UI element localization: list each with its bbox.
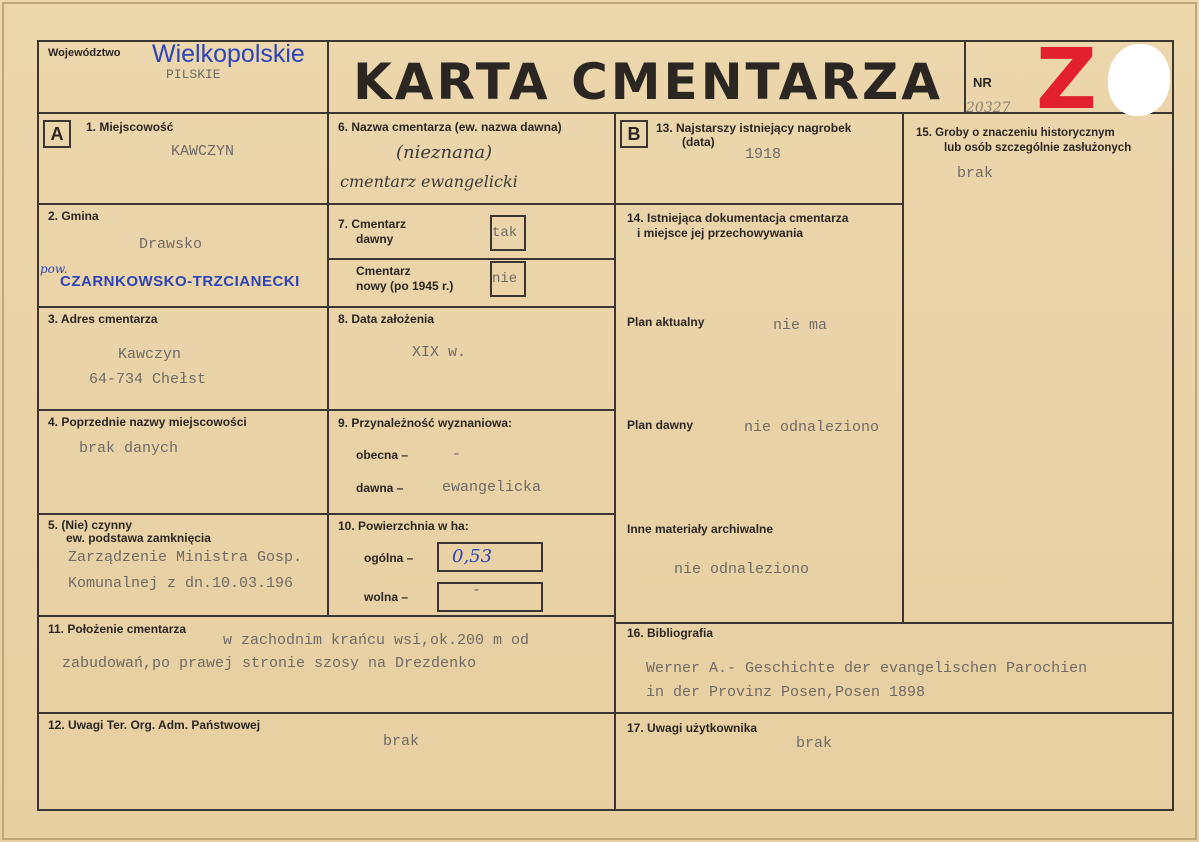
miejscowosc-value: KAWCZYN	[171, 143, 235, 160]
czynny-line2: Komunalnej z dn.10.03.196	[68, 575, 294, 592]
gmina-value: Drawsko	[139, 236, 203, 253]
podstawa-zamkniecia-label: ew. podstawa zamknięcia	[66, 531, 211, 545]
redaction-mark	[1108, 44, 1170, 116]
groby-sublabel: lub osób szczególnie zasłużonych	[944, 142, 1132, 154]
polozenie-line1: w zachodnim krańcu wsi,ok.200 m od	[223, 632, 530, 649]
uwagi-uzytkownika-label: 17. Uwagi użytkownika	[627, 721, 758, 735]
uwagi-ter-value: brak	[383, 733, 420, 750]
border-left	[37, 40, 39, 811]
cmentarz-nowy-label: Cmentarz	[356, 264, 411, 278]
plan-dawny-value: nie odnaleziono	[744, 419, 880, 436]
cmentarz-nowy-sublabel: nowy (po 1945 r.)	[356, 279, 454, 293]
column-divider-1	[327, 40, 329, 616]
border-right	[1172, 40, 1174, 811]
plan-dawny-label: Plan dawny	[627, 418, 694, 432]
poprzednie-nazwy-label: 4. Poprzednie nazwy miejscowości	[48, 415, 247, 429]
row-divider-7	[327, 258, 616, 260]
polozenie-label: 11. Położenie cmentarza	[48, 622, 187, 636]
polozenie-line2: zabudowań,po prawej stronie szosy na Drezdenko	[62, 655, 477, 672]
cmentarz-dawny-value: tak	[492, 225, 518, 241]
powiat-stamp: CZARNKOWSKO-TRZCIANECKI	[60, 273, 300, 290]
inne-materialy-value: nie odnaleziono	[674, 561, 810, 578]
data-zalozenia-value: XIX w.	[412, 344, 467, 361]
bibliografia-label: 16. Bibliografia	[627, 626, 714, 640]
plan-aktualny-value: nie ma	[773, 317, 828, 334]
miejscowosc-label: 1. Miejscowość	[86, 120, 174, 134]
przynaleznosc-label: 9. Przynależność wyznaniowa:	[338, 416, 513, 430]
nr-label: NR	[973, 75, 992, 90]
czynny-label: 5. (Nie) czynny	[48, 518, 133, 532]
nr-handwritten: 20327	[966, 100, 1011, 116]
bibliografia-line1: Werner A.- Geschichte der evangelischen Parochien	[646, 660, 1088, 677]
page-title: KARTA CMENTARZA	[353, 53, 943, 111]
column-divider-3	[902, 112, 904, 624]
czynny-line1: Zarządzenie Ministra Gosp.	[68, 549, 303, 566]
wojewodztwo-stamp: Wielkopolskie	[152, 40, 305, 68]
row-divider-bib	[614, 622, 1174, 624]
uwagi-ter-label: 12. Uwagi Ter. Org. Adm. Państwowej	[48, 718, 261, 732]
obecna-label: obecna –	[356, 448, 409, 462]
najstarszy-nagrobek-sublabel: (data)	[682, 135, 715, 149]
section-b-box: B	[620, 120, 648, 148]
row-divider-3	[37, 409, 616, 411]
nr-red-stamp: Z	[1036, 30, 1097, 128]
dokumentacja-sublabel: i miejsce jej przechowywania	[637, 226, 804, 240]
plan-aktualny-label: Plan aktualny	[627, 315, 705, 329]
row-divider-2	[37, 306, 616, 308]
cmentarz-nowy-value: nie	[492, 271, 518, 287]
nazwa-cmentarza-line2: cmentarz ewangelicki	[340, 172, 518, 191]
border-bottom	[37, 809, 1174, 811]
groby-label: 15. Groby o znaczeniu historycznym	[916, 127, 1115, 139]
cmentarz-dawny-sublabel: dawny	[356, 232, 394, 246]
wojewodztwo-typed: PILSKIE	[166, 67, 221, 82]
row-divider-b	[614, 203, 904, 205]
wolna-value: -	[472, 582, 482, 599]
ogolna-label: ogólna –	[364, 551, 414, 565]
gmina-label: 2. Gmina	[48, 209, 99, 223]
row-divider-5	[37, 615, 616, 617]
uwagi-uzytkownika-value: brak	[796, 735, 833, 752]
dawna-label: dawna –	[356, 481, 404, 495]
row-divider-6	[37, 712, 1174, 714]
row-divider-4	[37, 513, 616, 515]
obecna-value: -	[452, 446, 462, 463]
row-divider-1	[37, 203, 616, 205]
groby-value: brak	[957, 165, 994, 182]
ogolna-value: 0,53	[452, 546, 493, 567]
nazwa-cmentarza-label: 6. Nazwa cmentarza (ew. nazwa dawna)	[338, 120, 562, 134]
adres-label: 3. Adres cmentarza	[48, 312, 158, 326]
najstarszy-nagrobek-value: 1918	[745, 146, 782, 163]
data-zalozenia-label: 8. Data założenia	[338, 312, 435, 326]
dawna-value: ewangelicka	[442, 479, 542, 496]
wolna-label: wolna –	[364, 590, 409, 604]
column-divider-2	[614, 112, 616, 809]
dokumentacja-label: 14. Istniejąca dokumentacja cmentarza	[627, 211, 849, 225]
powierzchnia-label: 10. Powierzchnia w ha:	[338, 519, 469, 533]
cmentarz-dawny-label: 7. Cmentarz	[338, 217, 407, 231]
poprzednie-nazwy-value: brak danych	[79, 440, 179, 457]
powiat-prefix: pow.	[40, 262, 68, 276]
section-a-box: A	[43, 120, 71, 148]
adres-line2: 64-734 Chełst	[89, 371, 207, 388]
najstarszy-nagrobek-label: 13. Najstarszy istniejący nagrobek	[656, 121, 852, 135]
wolna-box	[437, 582, 543, 612]
adres-line1: Kawczyn	[118, 346, 182, 363]
inne-materialy-label: Inne materiały archiwalne	[627, 522, 774, 536]
wojewodztwo-label: Województwo	[48, 47, 121, 59]
nazwa-cmentarza-line1: (nieznana)	[396, 142, 493, 163]
bibliografia-line2: in der Provinz Posen,Posen 1898	[646, 684, 926, 701]
